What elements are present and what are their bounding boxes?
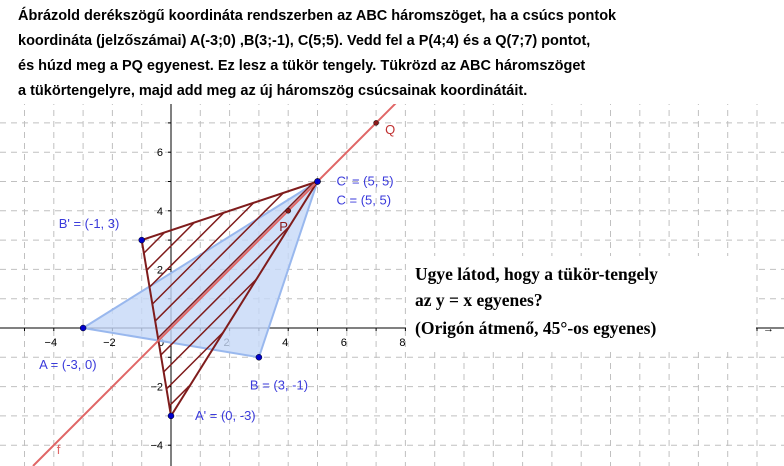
point-label-a-prime: A' = (0, -3) [195,407,256,423]
x-tick-label: −4 [44,337,58,349]
point-label-b: B = (3, -1) [249,377,309,393]
point-label-b-prime: B' = (-1, 3) [58,216,120,232]
x-tick-label: −2 [103,337,116,349]
y-tick-label: −2 [150,381,163,394]
x-tick-label: 6 [340,337,347,349]
task-text-line-2: koordináta (jelzőszámai) A(-3;0) ,B(3;-1), C(5;5). Vedd fel a P(4;4) és a Q(7;7) pontot, [18,33,591,49]
note-line-2: az y = x egyenes? [415,290,543,310]
task-text-line-4: a tükörtengelyre, majd add meg az új háromszög csúcsainak koordinátáit. [18,83,528,99]
point-b [256,354,262,360]
point-q [374,120,379,125]
task-text-line-1: Ábrázold derékszögű koordináta rendszerben az ABC háromszöget, ha a csúcs pontok [18,8,617,24]
point-b-prime [139,237,145,243]
point-label-a: A = (-3, 0) [39,357,97,372]
point-a-prime [168,413,174,419]
task-text-line-3: és húzd meg a PQ egyenest. Ez lesz a tükör tengely. Tükrözd az ABC háromszöget [18,58,586,74]
x-axis-arrow: → [763,323,774,335]
x-tick-label: 8 [399,337,406,349]
point-label-q: Q [385,121,396,137]
point-label-c-prime: C' = (5, 5) [336,173,394,189]
mirror-line-label: f [56,441,61,457]
point-c-prime [315,179,321,185]
note-line-3: (Origón átmenő, 45°-os egyenes) [415,318,657,338]
point-label-c: C = (5, 5) [336,192,392,208]
x-tick-label: 4 [282,337,289,349]
point-a [80,325,86,331]
point-p [286,208,291,213]
y-tick-label: 4 [156,205,163,218]
y-tick-label: 6 [156,147,163,160]
point-label-p: P [279,218,288,234]
y-tick-label: −4 [150,440,163,453]
note-line-1: Ugye látod, hogy a tükör-tengely [415,264,658,284]
